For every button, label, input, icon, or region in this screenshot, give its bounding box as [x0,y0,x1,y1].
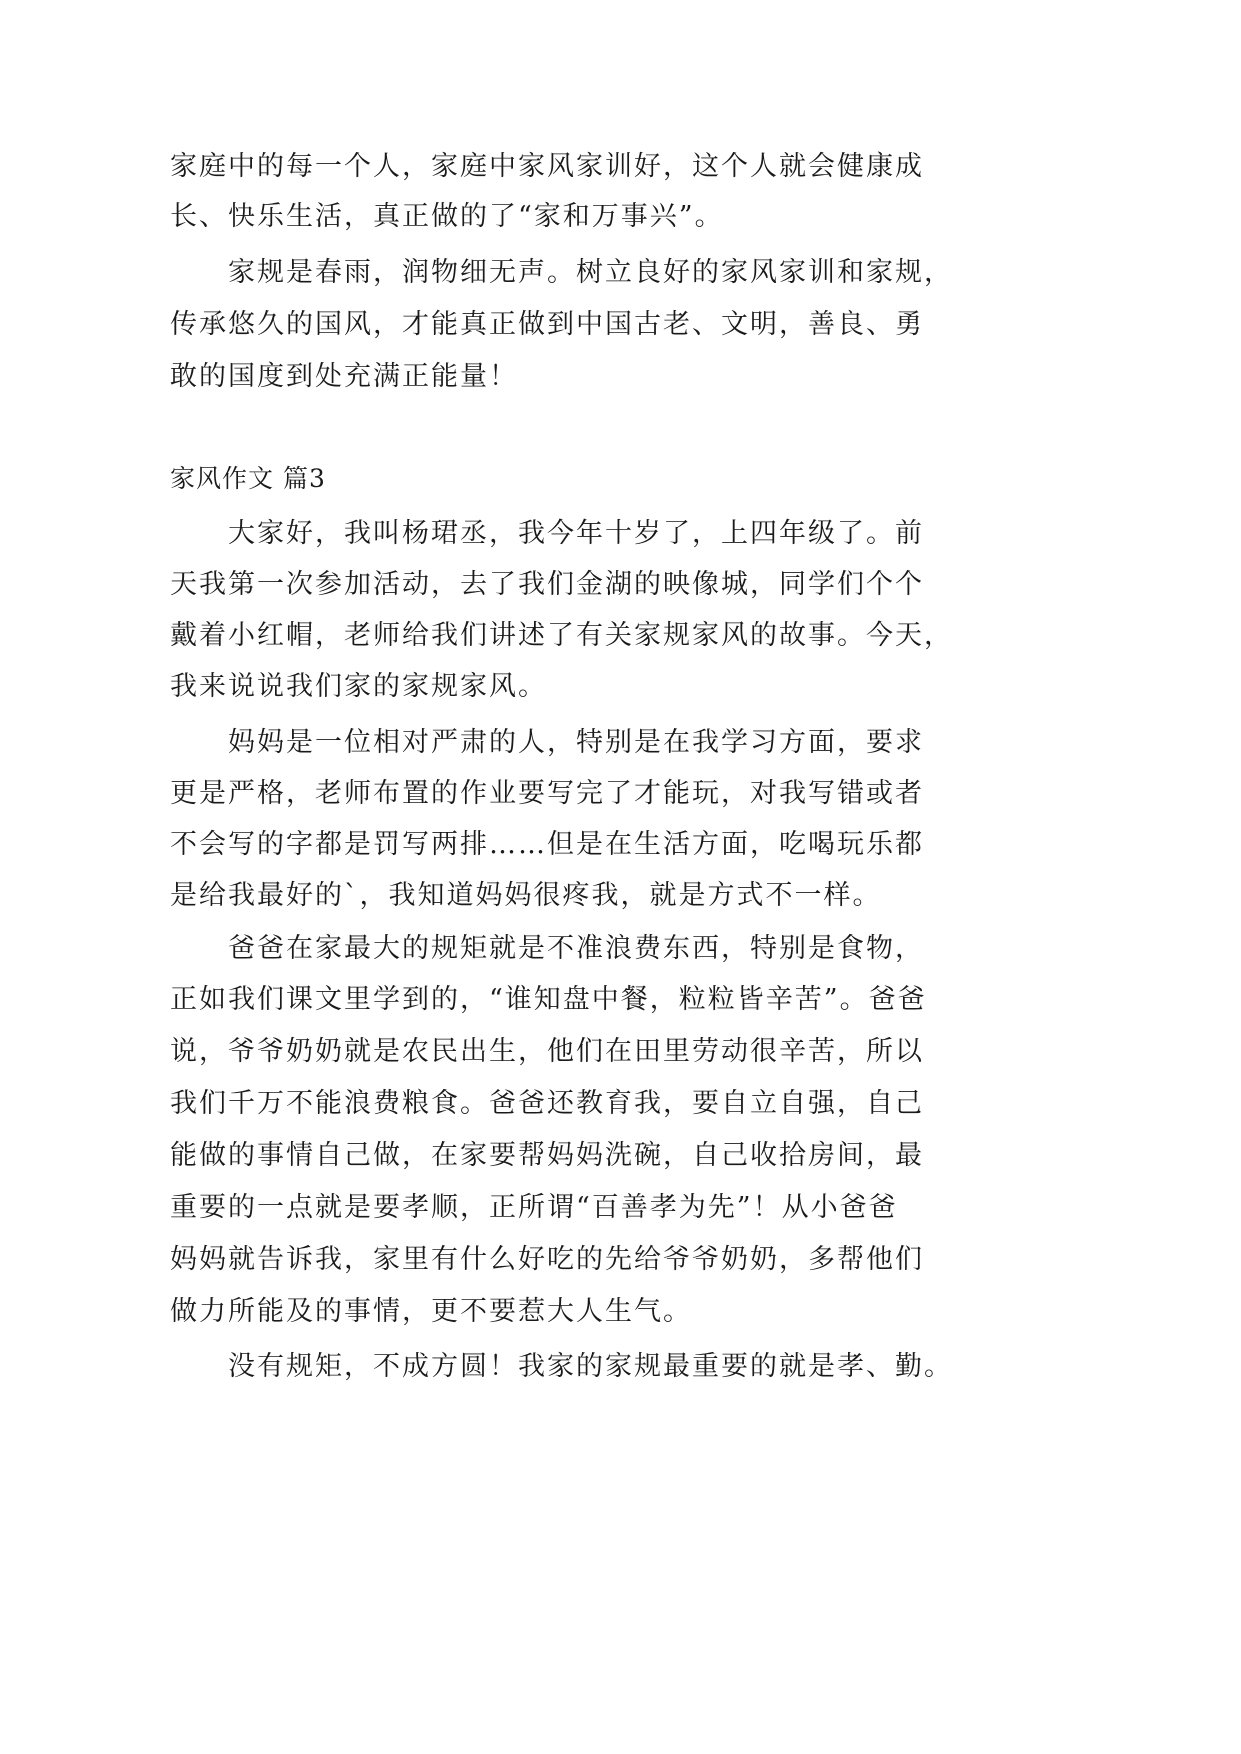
text-line: 能做的事情自己做，在家要帮妈妈洗碗，自己收拾房间，最 [170,1140,924,1171]
text-line: 是给我最好的`，我知道妈妈很疼我，就是方式不一样。 [170,880,882,911]
text-line: 传承悠久的国风，才能真正做到中国古老、文明，善良、勇 [170,309,924,340]
text-line: 我来说说我们家的家规家风。 [170,671,547,702]
text-line: 更是严格，老师布置的作业要写完了才能玩，对我写错或者 [170,778,924,809]
text-line: 家庭中的每一个人，家庭中家风家训好，这个人就会健康成 [170,151,924,182]
text-line: 家规是春雨，润物细无声。树立良好的家风家训和家规， [228,257,953,288]
text-line: 我们千万不能浪费粮食。爸爸还教育我，要自立自强，自己 [170,1088,924,1119]
section-heading: 家风作文 篇3 [170,464,326,493]
text-line: 爸爸在家最大的规矩就是不准浪费东西，特别是食物， [228,933,924,964]
text-line: 正如我们课文里学到的，“谁知盘中餐，粒粒皆辛苦”。爸爸 [170,984,927,1015]
text-line: 说，爷爷奶奶就是农民出生，他们在田里劳动很辛苦，所以 [170,1036,924,1067]
text-line: 长、快乐生活，真正做的了“家和万事兴”。 [170,201,724,232]
text-line: 妈妈是一位相对严肃的人，特别是在我学习方面，要求 [228,727,924,758]
text-line: 天我第一次参加活动，去了我们金湖的映像城，同学们个个 [170,569,924,600]
text-line: 做力所能及的事情，更不要惹大人生气。 [170,1296,692,1327]
text-line: 没有规矩，不成方圆！我家的家规最重要的就是孝、勤。 [228,1351,953,1382]
text-line: 重要的一点就是要孝顺，正所谓“百善孝为先”！从小爸爸 [170,1192,898,1223]
text-line: 戴着小红帽，老师给我们讲述了有关家规家风的故事。今天， [170,620,953,651]
text-line: 妈妈就告诉我，家里有什么好吃的先给爷爷奶奶，多帮他们 [170,1244,924,1275]
text-line: 不会写的字都是罚写两排……但是在生活方面，吃喝玩乐都 [170,829,924,860]
text-line: 大家好，我叫杨珺丞，我今年十岁了，上四年级了。前 [228,518,924,549]
text-line: 敢的国度到处充满正能量！ [170,361,518,392]
